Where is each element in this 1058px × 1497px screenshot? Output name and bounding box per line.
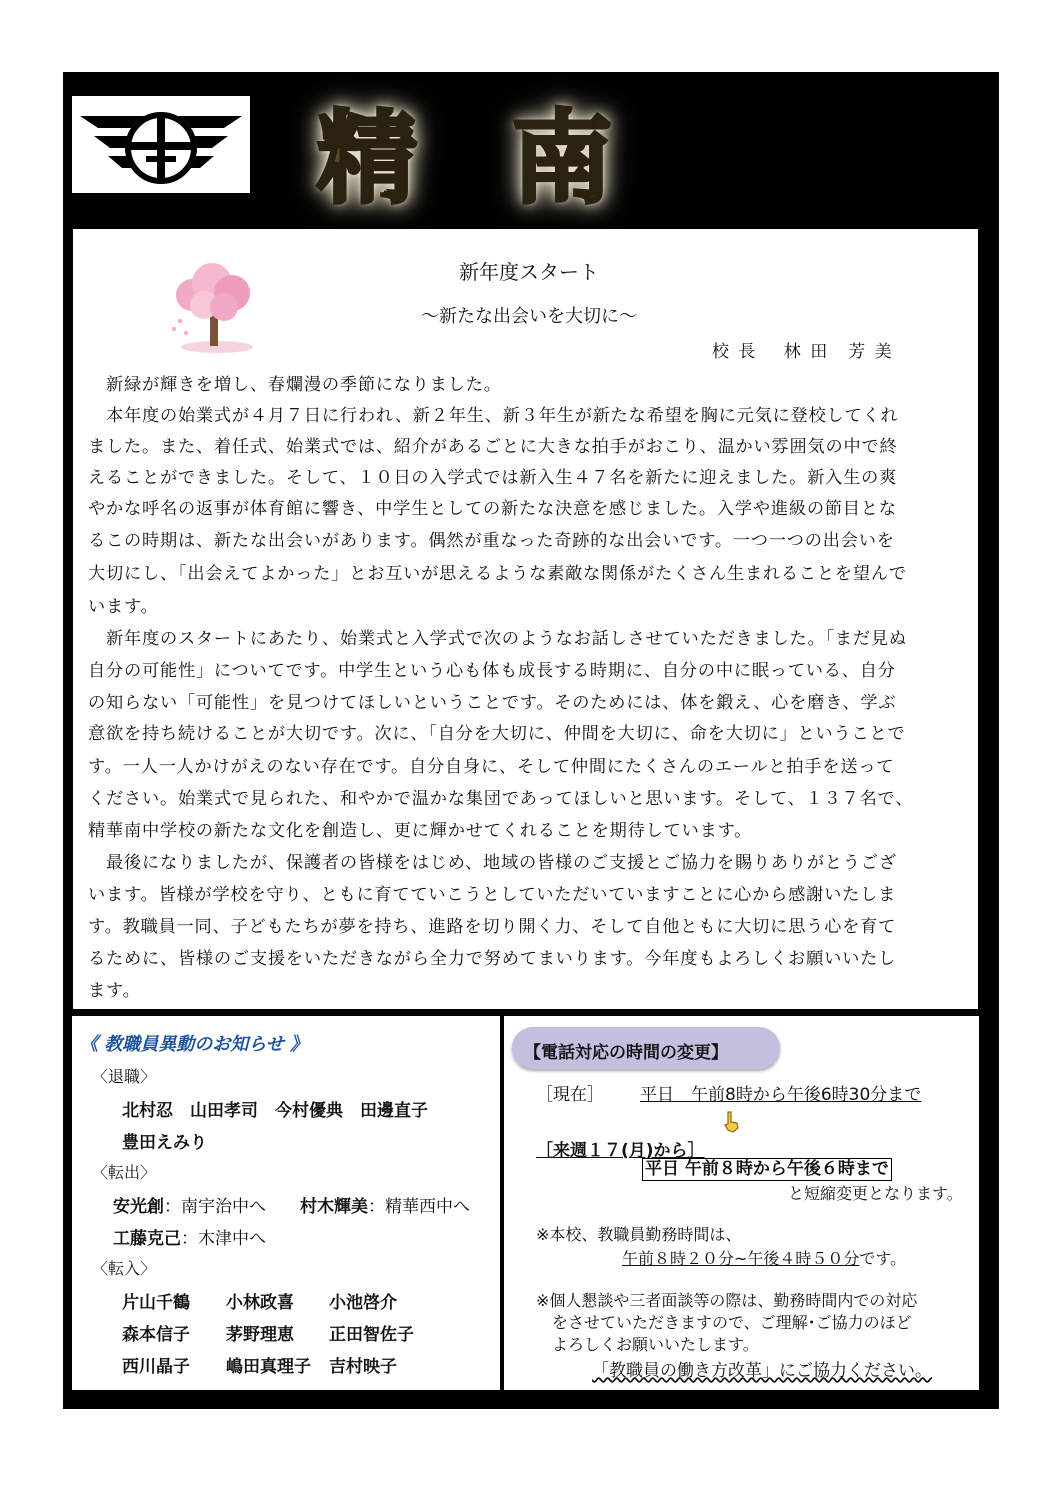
- title-char-1: 精: [317, 100, 417, 217]
- staff-name: 安光創: [113, 1197, 164, 1217]
- article-line: 大切にし、「出会えてよかった」とお互いが思えるような素敵な関係がたくさん生まれることを望んで: [88, 564, 907, 584]
- staff-destination: ：木津中へ: [181, 1229, 266, 1249]
- transfer-out-2: [300, 1192, 470, 1217]
- article-line: るために、皆様のご支援をいただきながら全力で努めてまいります。今年度もよろしくお願いいたし: [88, 949, 897, 969]
- transfer-in-name: 吉村映子: [329, 1357, 397, 1377]
- reform-line: 「教職員の働き方改革」にご協力ください。: [592, 1361, 932, 1381]
- meeting-note-1: ※個人懇談や三者面談等の際は、勤務時間内での対応: [536, 1291, 918, 1310]
- retire-names-2: 豊田えみり: [122, 1133, 207, 1153]
- article-line: 新緑が輝きを増し、春爛漫の季節になりました。: [88, 375, 502, 395]
- meeting-note-3: よろしくお願いいたします。: [552, 1335, 759, 1354]
- hours-suffix: です。: [859, 1249, 907, 1268]
- article-line: 精華南中学校の新たな文化を創造し、更に輝かせてくれることを期待しています。: [88, 821, 753, 841]
- article-line: す。一人一人かけがえのない存在です。自分自身に、そして仲間にたくさんのエールと拍手を送って: [88, 757, 895, 777]
- transfer-in-name: 小池啓介: [329, 1293, 397, 1313]
- article-line: の知らない「可能性」を見つけてほしいということです。そのためには、体を鍛え、心を磨き、学ぶ: [88, 693, 897, 713]
- hours-note: ※本校、教職員勤務時間は、: [536, 1225, 742, 1244]
- article-line: 最後になりましたが、保護者の皆様をはじめ、地域の皆様のご支援とご協力を賜りありがとうござ: [88, 853, 897, 873]
- transfer-in-name: 小林政喜: [226, 1293, 294, 1313]
- pointing-hand-icon: [722, 1110, 742, 1134]
- transfer-out-3: [113, 1224, 266, 1249]
- article-line: ました。また、着任式、始業式では、紹介があるごとに大きな拍手がおこり、温かい雰囲気の中で終: [88, 437, 898, 457]
- article-title: 新年度スタート: [459, 260, 599, 284]
- article-line: 新年度のスタートにあたり、始業式と入学式で次のようなお話しさせていただきました。「まだ見ぬ: [88, 629, 907, 649]
- article-line: す。教職員一同、子どもたちが夢を持ち、進路を切り開く力、そして自他ともに大切に思う心を育て: [88, 917, 897, 937]
- hours-time: 午前８時２０分~午後４時５０分: [622, 1249, 860, 1268]
- article-line: ください。始業式で見られた、和やかで温かな集団であってほしいと思います。そして、１３７名で、: [88, 789, 914, 809]
- article-line: やかな呼名の返事が体育館に響き、中学生としての新たな決意を感じました。入学や進級の節目とな: [88, 499, 897, 519]
- staff-name: 村木輝美: [300, 1197, 368, 1217]
- article-line: ます。: [88, 981, 141, 1001]
- transfer-in-name: 森本信子: [122, 1325, 190, 1345]
- staff-name: 工藤克己: [113, 1229, 181, 1249]
- article-subtitle: ～新たな出会いを大切に～: [421, 306, 637, 327]
- next-note: と短縮変更となります。: [788, 1184, 963, 1203]
- transfer-in-name: 嶋田真理子: [226, 1357, 311, 1377]
- staff-destination: ：南宇治中へ: [164, 1197, 266, 1217]
- current-label: ［現在］: [536, 1085, 604, 1105]
- transfer-in-name: 茅野理恵: [226, 1325, 294, 1345]
- article-line: います。: [88, 597, 159, 617]
- transfer-in-name: 西川晶子: [122, 1357, 190, 1377]
- meeting-note-2: をさせていただきますので、ご理解･ご協力のほど: [552, 1313, 912, 1332]
- school-emblem: [72, 96, 250, 193]
- article-line: います。皆様が学校を守り、ともに育てていこうとしていただいていますことに心から感謝いたしま: [88, 885, 897, 905]
- school-emblem-icon: [72, 96, 250, 193]
- article-line: 自分の可能性」についてです。中学生という心も体も成長する時期に、自分の中に眠っている、自分: [88, 661, 896, 681]
- transfer-in-label: 〈転入〉: [92, 1259, 157, 1278]
- current-time: 平日 午前8時から午後6時30分まで: [640, 1085, 922, 1105]
- transfer-out-label: 〈転出〉: [92, 1163, 157, 1182]
- author: 校 長 林 田 芳 美: [712, 342, 894, 362]
- transfer-in-name: 片山千鶴: [122, 1293, 190, 1313]
- retire-label: 〈退職〉: [92, 1067, 157, 1086]
- phone-heading: 【電話対応の時間の変更】: [524, 1043, 728, 1063]
- staff-heading: 《 教職員異動のお知らせ 》: [80, 1034, 308, 1055]
- next-time: 平日 午前８時から午後６時まで: [642, 1158, 892, 1181]
- next-label: ［来週１７(月)から］: [536, 1141, 705, 1161]
- article-line: 意欲を持ち続けることが大切です。次に、「自分を大切に、仲間を大切に、命を大切に」ということで: [88, 724, 906, 744]
- transfer-out-1: [113, 1192, 266, 1217]
- article-line: 本年度の始業式が４月７日に行われ、新２年生、新３年生が新たな希望を胸に元気に登校してくれ: [88, 406, 899, 426]
- retire-names: 北村忍 山田孝司 今村優典 田邊直子: [122, 1101, 428, 1121]
- article-line: るこの時期は、新たな出会いがあります。偶然が重なった奇跡的な出会いです。一つ一つの出会いを: [88, 531, 895, 551]
- transfer-in-name: 正田智佐子: [329, 1325, 414, 1345]
- hours-time-line: [622, 1246, 906, 1269]
- staff-destination: ：精華西中へ: [368, 1197, 470, 1217]
- article-line: えることができました。そして、１０日の入学式では新入生４７名を新たに迎えました。新入生の爽: [88, 468, 898, 488]
- title-char-2: 南: [512, 100, 612, 217]
